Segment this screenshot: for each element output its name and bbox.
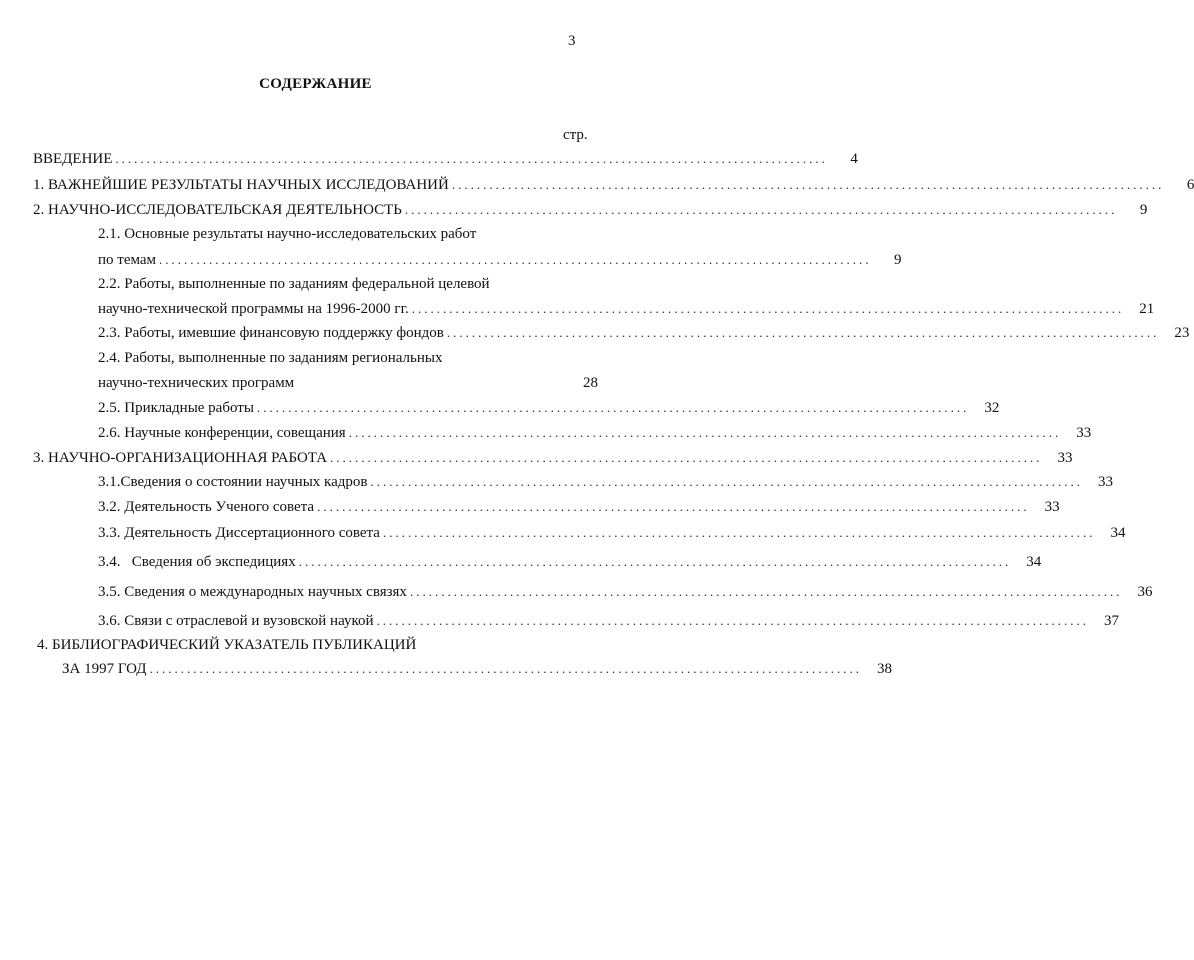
toc-entry-page: 33 [1044,499,1060,515]
dot-leader: .................................................................................................................. [382,525,1096,540]
dot-leader: .................................................................................................................. [115,151,828,166]
dot-leader: .................................................................................................................. [370,474,1083,489]
toc-entry-page: 4 [850,151,858,167]
dot-leader: .................................................................................................................. [348,425,1062,440]
toc-entry-3-5[interactable] [98,583,1153,601]
toc-entry-page: 33 [1057,450,1073,466]
toc-entry-title: 3.1.Сведения о состоянии научных кадров [98,474,368,490]
dot-leader: .................................................................................................................. [149,661,862,676]
toc-entry-title: 3.2. Деятельность Ученого совета [98,499,315,515]
toc-entry-section-4[interactable] [62,660,892,678]
dot-leader: .................................................................................................................. [298,554,1012,569]
toc-entry-line1: 2.1. Основные результаты научно-исследовательских работ [98,226,477,242]
toc-entry-section-2[interactable] [33,201,1148,219]
page-number: 3 [568,33,576,49]
toc-entry-2-6[interactable] [98,424,1092,442]
toc-entry-title: 2.5. Прикладные работы [98,400,254,416]
toc-entry-title: научно-технических программ [98,375,295,391]
toc-entry-introduction[interactable] [33,150,858,168]
toc-entry-section-3[interactable] [33,449,1073,467]
toc-entry-page: 6 [1186,177,1194,193]
toc-entry-2-5[interactable] [98,399,1000,417]
dot-leader: .................................................................................................................. [330,450,1043,465]
toc-entry-title: 3.5. Сведения о международных научных связях [98,584,407,600]
toc-entry-title: 3.3. Деятельность Диссертационного совета [98,525,380,541]
toc-entry-2-1[interactable] [98,251,902,269]
toc-entry-line1: 4. БИБЛИОГРАФИЧЕСКИЙ УКАЗАТЕЛЬ ПУБЛИКАЦИЙ [37,637,417,653]
dot-leader: .................................................................................................................. [404,202,1118,217]
toc-entry-title: 3.4. Сведения об экспедициях [98,554,296,570]
dot-leader: .................................................................................................................. [256,400,970,415]
toc-entry-title: научно-технической программы на 1996-2000 гг. [98,301,409,317]
toc-entry-page: 33 [1097,474,1113,490]
toc-entry-3-1[interactable] [98,473,1113,491]
toc-entry-page: 38 [876,661,892,677]
toc-entry-title: 2.3. Работы, имевшие финансовую поддержку фондов [98,325,444,341]
toc-entry-line1: 2.4. Работы, выполненные по заданиям региональных [98,350,443,366]
dot-leader: .................................................................................................................. [446,325,1160,340]
toc-entry-page: 36 [1137,584,1153,600]
toc-entry-2-4[interactable] [98,374,598,392]
toc-entry-title: ВВЕДЕНИЕ [33,151,113,167]
dot-leader: .................................................................................................................. [451,177,1165,192]
toc-entry-page: 34 [1026,554,1042,570]
toc-entry-title: 2. НАУЧНО-ИССЛЕДОВАТЕЛЬСКАЯ ДЕЯТЕЛЬНОСТЬ [33,202,402,218]
dot-leader: .................................................................................................................. [376,613,1090,628]
toc-entry-3-4[interactable] [98,553,1042,571]
dot-leader: .................................................................................................................. [409,584,1123,599]
toc-entry-line1: 2.2. Работы, выполненные по заданиям федеральной целевой [98,276,490,292]
toc-entry-page: 21 [1139,301,1155,317]
dot-leader: .................................................................................................................. [411,301,1125,316]
dot-leader: .................................................................................................................. [317,499,1030,514]
toc-entry-page: 32 [984,400,1000,416]
toc-entry-page: 34 [1110,525,1126,541]
toc-entry-title: по темам [98,252,157,268]
toc-entry-2-3[interactable] [98,324,1190,342]
toc-entry-section-1[interactable] [33,176,1194,194]
toc-entry-page: 23 [1174,325,1190,341]
toc-entry-title: 2.6. Научные конференции, совещания [98,425,346,441]
toc-entry-title: 1. ВАЖНЕЙШИЕ РЕЗУЛЬТАТЫ НАУЧНЫХ ИССЛЕДОВАНИЙ [33,177,449,193]
toc-entry-title: 3. НАУЧНО-ОРГАНИЗАЦИОННАЯ РАБОТА [33,450,328,466]
toc-entry-page: 9 [1139,202,1148,218]
toc-entry-3-3[interactable] [98,524,1126,542]
toc-entry-title: ЗА 1997 ГОД [62,661,147,677]
toc-entry-3-2[interactable] [98,498,1060,516]
dot-leader: .................................................................................................................. [159,252,872,267]
toc-entry-page: 37 [1104,613,1120,629]
toc-entry-title: 3.6. Связи с отраслевой и вузовской наукой [98,613,374,629]
toc-entry-page: 9 [894,252,902,268]
toc-entry-2-2[interactable] [98,300,1155,318]
page-column-label: стр. [563,127,588,143]
toc-entry-page: 33 [1076,425,1092,441]
page-title: СОДЕРЖАНИЕ [259,76,372,92]
toc-entry-3-6[interactable] [98,612,1120,630]
toc-entry-page: 28 [583,375,598,391]
